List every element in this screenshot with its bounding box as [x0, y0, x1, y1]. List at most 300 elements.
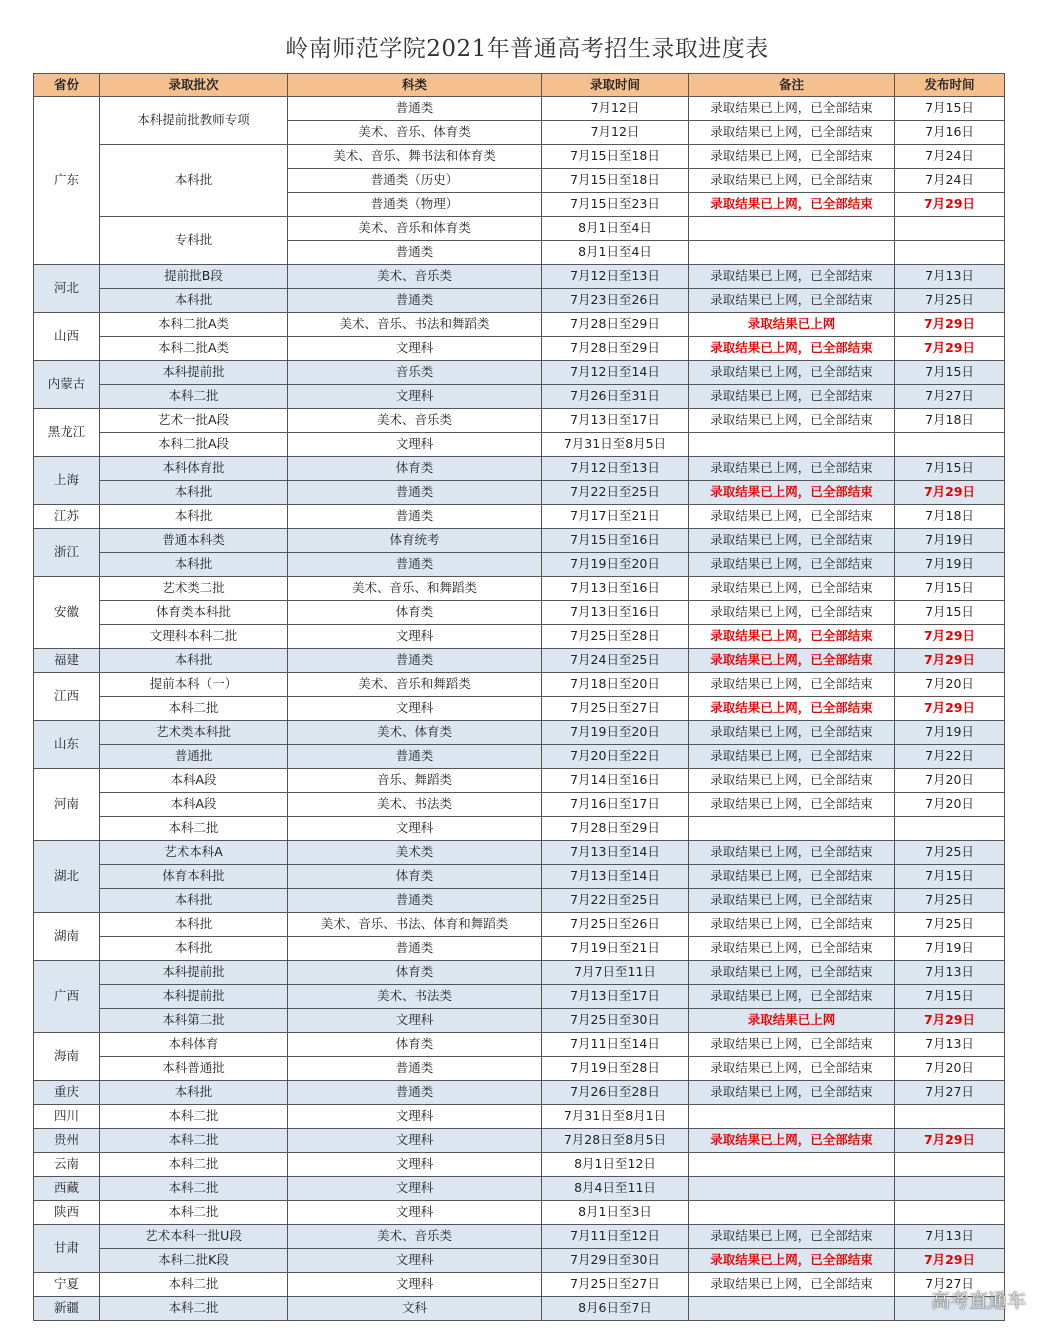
- province-cell: 新疆: [34, 1297, 100, 1321]
- table-row: [34, 577, 1005, 601]
- note-cell: 录取结果已上网，已全部结束: [689, 145, 895, 169]
- category-cell: 普通类: [288, 97, 542, 121]
- table-row: [34, 697, 1005, 721]
- release-cell: 7月15日: [895, 601, 1005, 625]
- category-cell: 美术、音乐和体育类: [288, 217, 542, 241]
- category-cell: 文理科: [288, 1105, 542, 1129]
- batch-cell: 本科二批: [100, 1273, 288, 1297]
- batch-cell: 本科批: [100, 481, 288, 505]
- table-row: [34, 1273, 1005, 1297]
- table-row: [34, 481, 1005, 505]
- time-cell: 7月12日: [542, 97, 689, 121]
- table-row: [34, 649, 1005, 673]
- category-cell: 文理科: [288, 1177, 542, 1201]
- province-cell: 宁夏: [34, 1273, 100, 1297]
- time-cell: 8月1日至12日: [542, 1153, 689, 1177]
- category-cell: 文理科: [288, 337, 542, 361]
- category-cell: 美术、体育类: [288, 721, 542, 745]
- release-cell: [895, 217, 1005, 241]
- table-row: [34, 289, 1005, 313]
- batch-cell: 本科提前批: [100, 961, 288, 985]
- category-cell: 普通类: [288, 553, 542, 577]
- category-cell: 体育类: [288, 1033, 542, 1057]
- table-row: [34, 1225, 1005, 1249]
- header-time: 录取时间: [542, 74, 689, 97]
- table-row: [34, 625, 1005, 649]
- table-row: [34, 409, 1005, 433]
- release-cell: 7月29日: [895, 625, 1005, 649]
- province-cell: 广东: [34, 97, 100, 265]
- category-cell: 美术类: [288, 841, 542, 865]
- note-cell: 录取结果已上网，已全部结束: [689, 265, 895, 289]
- time-cell: 7月13日至17日: [542, 985, 689, 1009]
- time-cell: 7月28日至8月5日: [542, 1129, 689, 1153]
- category-cell: 普通类: [288, 1057, 542, 1081]
- table-row: [34, 1177, 1005, 1201]
- release-cell: 7月29日: [895, 1249, 1005, 1273]
- release-cell: [895, 817, 1005, 841]
- note-cell: [689, 433, 895, 457]
- release-cell: 7月27日: [895, 385, 1005, 409]
- time-cell: 7月22日至25日: [542, 481, 689, 505]
- release-cell: 7月19日: [895, 721, 1005, 745]
- table-row: [34, 457, 1005, 481]
- release-cell: 7月29日: [895, 1009, 1005, 1033]
- release-cell: [895, 1153, 1005, 1177]
- batch-cell: 本科批: [100, 289, 288, 313]
- note-cell: 录取结果已上网，已全部结束: [689, 361, 895, 385]
- release-cell: 7月29日: [895, 313, 1005, 337]
- province-cell: 云南: [34, 1153, 100, 1177]
- batch-cell: 专科批: [100, 217, 288, 265]
- table-row: [34, 217, 1005, 241]
- release-cell: 7月24日: [895, 145, 1005, 169]
- province-cell: 甘肃: [34, 1225, 100, 1273]
- batch-cell: 本科二批: [100, 697, 288, 721]
- table-row: [34, 1201, 1005, 1225]
- release-cell: 7月25日: [895, 913, 1005, 937]
- category-cell: 普通类: [288, 289, 542, 313]
- batch-cell: 本科批: [100, 553, 288, 577]
- release-cell: 7月24日: [895, 169, 1005, 193]
- category-cell: 体育类: [288, 601, 542, 625]
- table-row: [34, 313, 1005, 337]
- note-cell: 录取结果已上网，已全部结束: [689, 193, 895, 217]
- table-row: [34, 985, 1005, 1009]
- header-batch: 录取批次: [100, 74, 288, 97]
- note-cell: 录取结果已上网: [689, 1009, 895, 1033]
- release-cell: [895, 241, 1005, 265]
- note-cell: 录取结果已上网，已全部结束: [689, 841, 895, 865]
- province-cell: 黑龙江: [34, 409, 100, 457]
- category-cell: 美术、音乐和舞蹈类: [288, 673, 542, 697]
- batch-cell: 本科批: [100, 1081, 288, 1105]
- category-cell: 文理科: [288, 1129, 542, 1153]
- batch-cell: 本科批: [100, 937, 288, 961]
- category-cell: 普通类: [288, 937, 542, 961]
- province-cell: 广西: [34, 961, 100, 1033]
- time-cell: 8月1日至4日: [542, 217, 689, 241]
- note-cell: 录取结果已上网，已全部结束: [689, 505, 895, 529]
- province-cell: 浙江: [34, 529, 100, 577]
- batch-cell: 本科批: [100, 649, 288, 673]
- note-cell: 录取结果已上网，已全部结束: [689, 697, 895, 721]
- province-cell: 河北: [34, 265, 100, 313]
- time-cell: 7月25日至30日: [542, 1009, 689, 1033]
- province-cell: 上海: [34, 457, 100, 505]
- category-cell: 美术、音乐类: [288, 265, 542, 289]
- category-cell: 文理科: [288, 697, 542, 721]
- category-cell: 美术、音乐类: [288, 1225, 542, 1249]
- note-cell: [689, 1201, 895, 1225]
- note-cell: 录取结果已上网，已全部结束: [689, 793, 895, 817]
- note-cell: 录取结果已上网，已全部结束: [689, 121, 895, 145]
- time-cell: 7月20日至22日: [542, 745, 689, 769]
- category-cell: 文理科: [288, 385, 542, 409]
- note-cell: 录取结果已上网，已全部结束: [689, 1273, 895, 1297]
- release-cell: 7月19日: [895, 937, 1005, 961]
- note-cell: 录取结果已上网，已全部结束: [689, 865, 895, 889]
- category-cell: 普通类: [288, 241, 542, 265]
- time-cell: 7月25日至28日: [542, 625, 689, 649]
- time-cell: 8月4日至11日: [542, 1177, 689, 1201]
- table-row: [34, 1129, 1005, 1153]
- category-cell: 体育类: [288, 865, 542, 889]
- batch-cell: 艺术本科一批U段: [100, 1225, 288, 1249]
- time-cell: 7月28日至29日: [542, 337, 689, 361]
- note-cell: 录取结果已上网，已全部结束: [689, 169, 895, 193]
- category-cell: 文理科: [288, 433, 542, 457]
- note-cell: 录取结果已上网，已全部结束: [689, 913, 895, 937]
- note-cell: 录取结果已上网，已全部结束: [689, 937, 895, 961]
- batch-cell: 本科二批A类: [100, 337, 288, 361]
- province-cell: 西藏: [34, 1177, 100, 1201]
- time-cell: 7月11日至14日: [542, 1033, 689, 1057]
- table-header-row: [34, 74, 1005, 97]
- release-cell: 7月15日: [895, 97, 1005, 121]
- batch-cell: 艺术本科A: [100, 841, 288, 865]
- time-cell: 7月15日至23日: [542, 193, 689, 217]
- batch-cell: 本科批: [100, 505, 288, 529]
- time-cell: 7月22日至25日: [542, 889, 689, 913]
- release-cell: 7月20日: [895, 769, 1005, 793]
- category-cell: 美术、音乐、舞书法和体育类: [288, 145, 542, 169]
- table-row: [34, 841, 1005, 865]
- province-cell: 海南: [34, 1033, 100, 1081]
- batch-cell: 本科二批: [100, 1201, 288, 1225]
- batch-cell: 本科二批K段: [100, 1249, 288, 1273]
- table-row: [34, 1057, 1005, 1081]
- batch-cell: 提前批B段: [100, 265, 288, 289]
- batch-cell: 本科二批: [100, 1129, 288, 1153]
- note-cell: [689, 217, 895, 241]
- release-cell: 7月18日: [895, 409, 1005, 433]
- category-cell: 音乐类: [288, 361, 542, 385]
- release-cell: 7月29日: [895, 697, 1005, 721]
- time-cell: 7月23日至26日: [542, 289, 689, 313]
- batch-cell: 本科二批: [100, 385, 288, 409]
- release-cell: 7月29日: [895, 481, 1005, 505]
- batch-cell: 本科二批: [100, 1177, 288, 1201]
- release-cell: [895, 433, 1005, 457]
- table-row: [34, 529, 1005, 553]
- province-cell: 江西: [34, 673, 100, 721]
- province-cell: 四川: [34, 1105, 100, 1129]
- note-cell: 录取结果已上网，已全部结束: [689, 481, 895, 505]
- table-row: [34, 433, 1005, 457]
- note-cell: 录取结果已上网，已全部结束: [689, 1225, 895, 1249]
- batch-cell: 本科第二批: [100, 1009, 288, 1033]
- category-cell: 文科: [288, 1297, 542, 1321]
- table-row: [34, 1249, 1005, 1273]
- category-cell: 美术、音乐、体育类: [288, 121, 542, 145]
- time-cell: 7月28日至29日: [542, 313, 689, 337]
- release-cell: 7月15日: [895, 985, 1005, 1009]
- batch-cell: 本科A段: [100, 769, 288, 793]
- release-cell: 7月29日: [895, 193, 1005, 217]
- time-cell: 7月15日至18日: [542, 145, 689, 169]
- time-cell: 7月15日至16日: [542, 529, 689, 553]
- time-cell: 7月16日至17日: [542, 793, 689, 817]
- category-cell: 普通类（物理）: [288, 193, 542, 217]
- time-cell: 7月24日至25日: [542, 649, 689, 673]
- time-cell: 7月13日至14日: [542, 841, 689, 865]
- table-row: [34, 601, 1005, 625]
- time-cell: 7月29日至30日: [542, 1249, 689, 1273]
- release-cell: 7月29日: [895, 1129, 1005, 1153]
- time-cell: 7月19日至21日: [542, 937, 689, 961]
- batch-cell: 本科二批: [100, 1297, 288, 1321]
- note-cell: 录取结果已上网，已全部结束: [689, 1033, 895, 1057]
- header-category: 科类: [288, 74, 542, 97]
- batch-cell: 普通批: [100, 745, 288, 769]
- note-cell: 录取结果已上网，已全部结束: [689, 337, 895, 361]
- time-cell: 7月15日至18日: [542, 169, 689, 193]
- category-cell: 文理科: [288, 817, 542, 841]
- province-cell: 陕西: [34, 1201, 100, 1225]
- category-cell: 音乐、舞蹈类: [288, 769, 542, 793]
- category-cell: 体育类: [288, 457, 542, 481]
- note-cell: [689, 817, 895, 841]
- batch-cell: 艺术一批A段: [100, 409, 288, 433]
- category-cell: 文理科: [288, 1153, 542, 1177]
- batch-cell: 本科体育: [100, 1033, 288, 1057]
- release-cell: 7月27日: [895, 1273, 1005, 1297]
- release-cell: 7月15日: [895, 577, 1005, 601]
- category-cell: 普通类: [288, 649, 542, 673]
- release-cell: 7月15日: [895, 457, 1005, 481]
- batch-cell: 体育本科批: [100, 865, 288, 889]
- table-row: [34, 97, 1005, 121]
- province-cell: 重庆: [34, 1081, 100, 1105]
- release-cell: 7月13日: [895, 1033, 1005, 1057]
- time-cell: 7月19日至20日: [542, 721, 689, 745]
- batch-cell: 本科批: [100, 913, 288, 937]
- release-cell: 7月16日: [895, 121, 1005, 145]
- note-cell: 录取结果已上网，已全部结束: [689, 601, 895, 625]
- province-cell: 江苏: [34, 505, 100, 529]
- batch-cell: 本科提前批: [100, 985, 288, 1009]
- time-cell: 7月12日至13日: [542, 457, 689, 481]
- category-cell: 文理科: [288, 1273, 542, 1297]
- note-cell: [689, 1153, 895, 1177]
- time-cell: 7月19日至28日: [542, 1057, 689, 1081]
- admission-progress-table: [33, 73, 1005, 1321]
- time-cell: 7月17日至21日: [542, 505, 689, 529]
- category-cell: 美术、音乐类: [288, 409, 542, 433]
- note-cell: 录取结果已上网，已全部结束: [689, 1249, 895, 1273]
- time-cell: 7月14日至16日: [542, 769, 689, 793]
- table-row: [34, 385, 1005, 409]
- category-cell: 美术、书法类: [288, 793, 542, 817]
- release-cell: 7月19日: [895, 529, 1005, 553]
- note-cell: [689, 241, 895, 265]
- note-cell: [689, 1105, 895, 1129]
- category-cell: 体育统考: [288, 529, 542, 553]
- release-cell: 7月29日: [895, 337, 1005, 361]
- time-cell: 7月12日至14日: [542, 361, 689, 385]
- time-cell: 7月25日至27日: [542, 697, 689, 721]
- batch-cell: 本科提前批教师专项: [100, 97, 288, 145]
- table-row: [34, 1153, 1005, 1177]
- table-row: [34, 937, 1005, 961]
- category-cell: 美术、音乐、书法和舞蹈类: [288, 313, 542, 337]
- province-cell: 湖南: [34, 913, 100, 961]
- note-cell: 录取结果已上网，已全部结束: [689, 529, 895, 553]
- release-cell: [895, 1105, 1005, 1129]
- time-cell: 7月31日至8月1日: [542, 1105, 689, 1129]
- table-row: [34, 673, 1005, 697]
- note-cell: 录取结果已上网，已全部结束: [689, 625, 895, 649]
- time-cell: 7月13日至14日: [542, 865, 689, 889]
- batch-cell: 本科体育批: [100, 457, 288, 481]
- note-cell: 录取结果已上网，已全部结束: [689, 985, 895, 1009]
- batch-cell: 本科二批: [100, 817, 288, 841]
- note-cell: 录取结果已上网，已全部结束: [689, 289, 895, 313]
- batch-cell: 本科二批A类: [100, 313, 288, 337]
- batch-cell: 艺术类本科批: [100, 721, 288, 745]
- table-row: [34, 817, 1005, 841]
- note-cell: 录取结果已上网，已全部结束: [689, 769, 895, 793]
- note-cell: 录取结果已上网，已全部结束: [689, 409, 895, 433]
- batch-cell: 本科批: [100, 889, 288, 913]
- release-cell: 7月15日: [895, 865, 1005, 889]
- category-cell: 普通类（历史）: [288, 169, 542, 193]
- table-row: [34, 337, 1005, 361]
- batch-cell: 本科普通批: [100, 1057, 288, 1081]
- release-cell: 7月13日: [895, 961, 1005, 985]
- province-cell: 福建: [34, 649, 100, 673]
- province-cell: 山西: [34, 313, 100, 361]
- time-cell: 8月1日至3日: [542, 1201, 689, 1225]
- batch-cell: 提前本科（一）: [100, 673, 288, 697]
- note-cell: 录取结果已上网，已全部结束: [689, 457, 895, 481]
- category-cell: 文理科: [288, 1201, 542, 1225]
- note-cell: 录取结果已上网，已全部结束: [689, 721, 895, 745]
- release-cell: 7月13日: [895, 265, 1005, 289]
- release-cell: 7月20日: [895, 1057, 1005, 1081]
- time-cell: 7月26日至28日: [542, 1081, 689, 1105]
- time-cell: 8月6日至7日: [542, 1297, 689, 1321]
- category-cell: 普通类: [288, 1081, 542, 1105]
- note-cell: 录取结果已上网，已全部结束: [689, 577, 895, 601]
- note-cell: 录取结果已上网，已全部结束: [689, 385, 895, 409]
- release-cell: 7月29日: [895, 649, 1005, 673]
- watermark: 高考直通车: [930, 1290, 1026, 1312]
- time-cell: 7月13日至16日: [542, 577, 689, 601]
- table-row: [34, 889, 1005, 913]
- release-cell: 7月27日: [895, 1081, 1005, 1105]
- table-row: [34, 913, 1005, 937]
- time-cell: 7月31日至8月5日: [542, 433, 689, 457]
- category-cell: 文理科: [288, 1009, 542, 1033]
- category-cell: 体育类: [288, 961, 542, 985]
- time-cell: 7月19日至20日: [542, 553, 689, 577]
- table-row: [34, 721, 1005, 745]
- time-cell: 7月13日至16日: [542, 601, 689, 625]
- release-cell: 7月22日: [895, 745, 1005, 769]
- time-cell: 7月11日至12日: [542, 1225, 689, 1249]
- note-cell: 录取结果已上网，已全部结束: [689, 961, 895, 985]
- table-body: [34, 97, 1005, 1321]
- note-cell: 录取结果已上网，已全部结束: [689, 553, 895, 577]
- batch-cell: 本科二批: [100, 1153, 288, 1177]
- batch-cell: 本科A段: [100, 793, 288, 817]
- table-row: [34, 865, 1005, 889]
- note-cell: 录取结果已上网，已全部结束: [689, 1081, 895, 1105]
- table-row: [34, 793, 1005, 817]
- batch-cell: 普通本科类: [100, 529, 288, 553]
- note-cell: 录取结果已上网，已全部结束: [689, 889, 895, 913]
- header-release: 发布时间: [895, 74, 1005, 97]
- time-cell: 7月28日至29日: [542, 817, 689, 841]
- note-cell: 录取结果已上网，已全部结束: [689, 745, 895, 769]
- time-cell: 7月18日至20日: [542, 673, 689, 697]
- time-cell: 7月26日至31日: [542, 385, 689, 409]
- release-cell: 7月25日: [895, 841, 1005, 865]
- release-cell: 7月13日: [895, 1225, 1005, 1249]
- province-cell: 贵州: [34, 1129, 100, 1153]
- release-cell: 7月20日: [895, 673, 1005, 697]
- time-cell: 8月1日至4日: [542, 241, 689, 265]
- table-row: [34, 505, 1005, 529]
- release-cell: [895, 1177, 1005, 1201]
- note-cell: 录取结果已上网，已全部结束: [689, 649, 895, 673]
- note-cell: [689, 1177, 895, 1201]
- table-row: [34, 265, 1005, 289]
- time-cell: 7月25日至26日: [542, 913, 689, 937]
- category-cell: 普通类: [288, 745, 542, 769]
- release-cell: [895, 1201, 1005, 1225]
- category-cell: 美术、音乐、和舞蹈类: [288, 577, 542, 601]
- time-cell: 7月25日至27日: [542, 1273, 689, 1297]
- header-province: 省份: [34, 74, 100, 97]
- table-row: [34, 1081, 1005, 1105]
- header-note: 备注: [689, 74, 895, 97]
- category-cell: 美术、音乐、书法、体育和舞蹈类: [288, 913, 542, 937]
- table-row: [34, 1033, 1005, 1057]
- province-cell: 山东: [34, 721, 100, 769]
- release-cell: 7月25日: [895, 889, 1005, 913]
- province-cell: 内蒙古: [34, 361, 100, 409]
- province-cell: 湖北: [34, 841, 100, 913]
- batch-cell: 艺术类二批: [100, 577, 288, 601]
- release-cell: 7月18日: [895, 505, 1005, 529]
- batch-cell: 体育类本科批: [100, 601, 288, 625]
- category-cell: 美术、书法类: [288, 985, 542, 1009]
- note-cell: 录取结果已上网，已全部结束: [689, 97, 895, 121]
- batch-cell: 本科二批A段: [100, 433, 288, 457]
